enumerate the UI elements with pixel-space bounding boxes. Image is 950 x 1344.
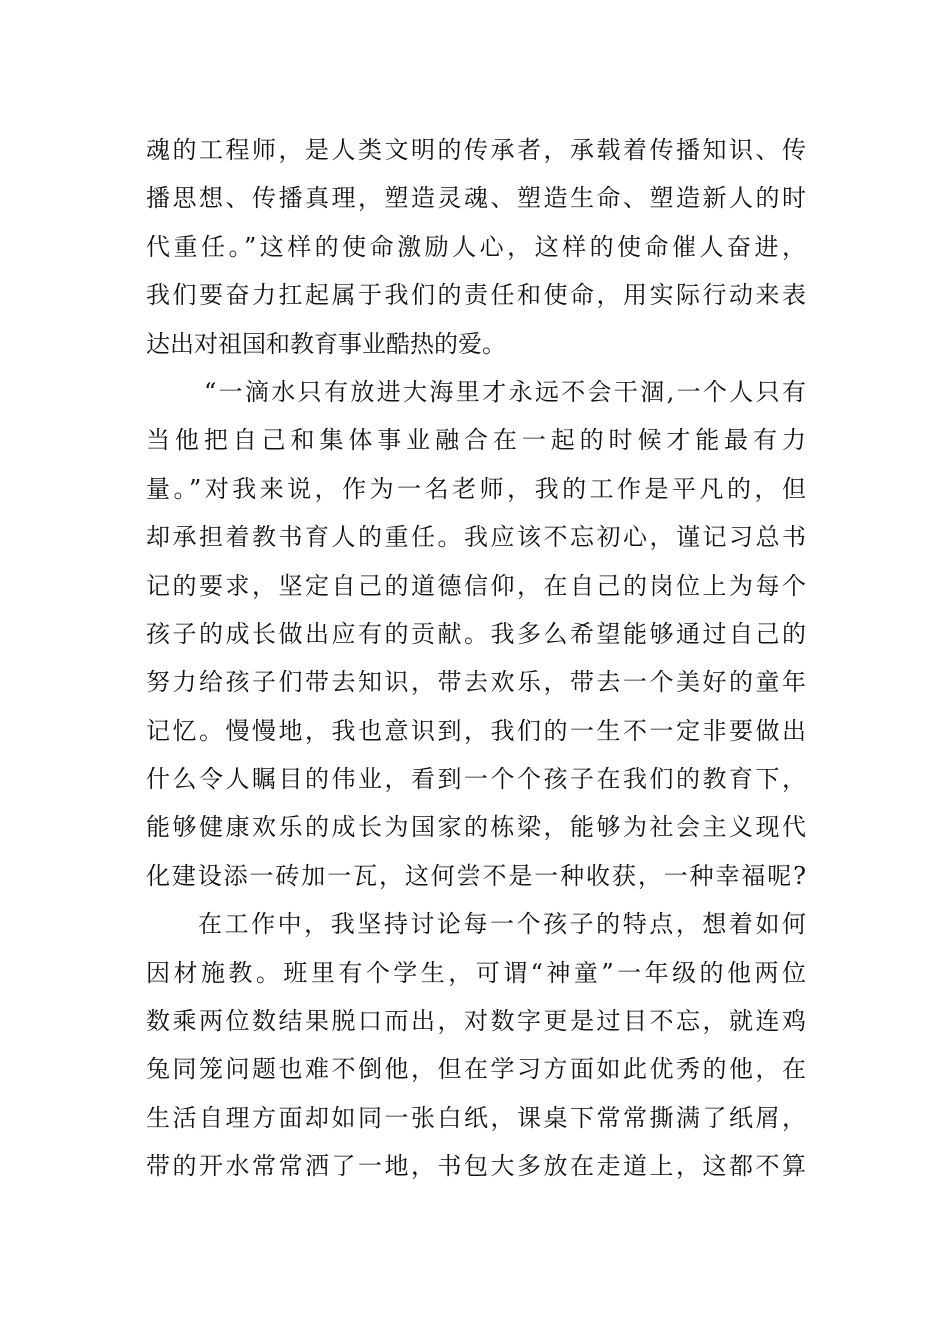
text-line: 带的开水常常洒了一地，书包大多放在走道上，这都不算 <box>146 1152 806 1181</box>
text-line: 记的要求，坚定自己的道德信仰，在自己的岗位上为每个 <box>146 571 806 600</box>
body-text <box>146 126 806 1191</box>
text-line: 当他把自己和集体事业融合在一起的时候才能最有力 <box>146 426 806 455</box>
text-line: “一滴水只有放进大海里才永远不会干涸,一个人只有 <box>204 377 806 406</box>
text-line: 孩子的成长做出应有的贡献。我多么希望能够通过自己的 <box>146 619 806 648</box>
text-line: 量。”对我来说，作为一名老师，我的工作是平凡的，但 <box>146 474 806 503</box>
text-line: 化建设添一砖加一瓦，这何尝不是一种收获，一种幸福呢? <box>146 861 806 890</box>
text-line: 兔同笼问题也难不倒他，但在学习方面如此优秀的他，在 <box>146 1055 806 1084</box>
text-line: 生活自理方面却如同一张白纸，课桌下常常撕满了纸屑， <box>146 1103 806 1132</box>
text-line: 代重任。”这样的使命激励人心，这样的使命催人奋进， <box>146 232 806 261</box>
text-line: 能够健康欢乐的成长为国家的栋梁，能够为社会主义现代 <box>146 813 806 842</box>
text-line: 在工作中，我坚持讨论每一个孩子的特点，想着如何 <box>198 910 806 939</box>
text-line: 我们要奋力扛起属于我们的责任和使命，用实际行动来表 <box>146 281 806 310</box>
text-line: 什么令人瞩目的伟业，看到一个个孩子在我们的教育下， <box>146 765 806 794</box>
text-line: 达出对祖国和教育事业酷热的爱。 <box>146 329 506 358</box>
text-line: 记忆。慢慢地，我也意识到，我们的一生不一定非要做出 <box>146 716 806 745</box>
text-line: 播思想、传播真理，塑造灵魂、塑造生命、塑造新人的时 <box>146 184 806 213</box>
text-line: 数乘两位数结果脱口而出，对数字更是过目不忘，就连鸡 <box>146 1007 806 1036</box>
text-line: 却承担着教书育人的重任。我应该不忘初心，谨记习总书 <box>146 523 806 552</box>
text-line: 努力给孩子们带去知识，带去欢乐，带去一个美好的童年 <box>146 668 806 697</box>
text-line: 因材施教。班里有个学生，可谓“神童”一年级的他两位 <box>146 958 806 987</box>
text-line: 魂的工程师，是人类文明的传承者，承载着传播知识、传 <box>146 136 806 164</box>
